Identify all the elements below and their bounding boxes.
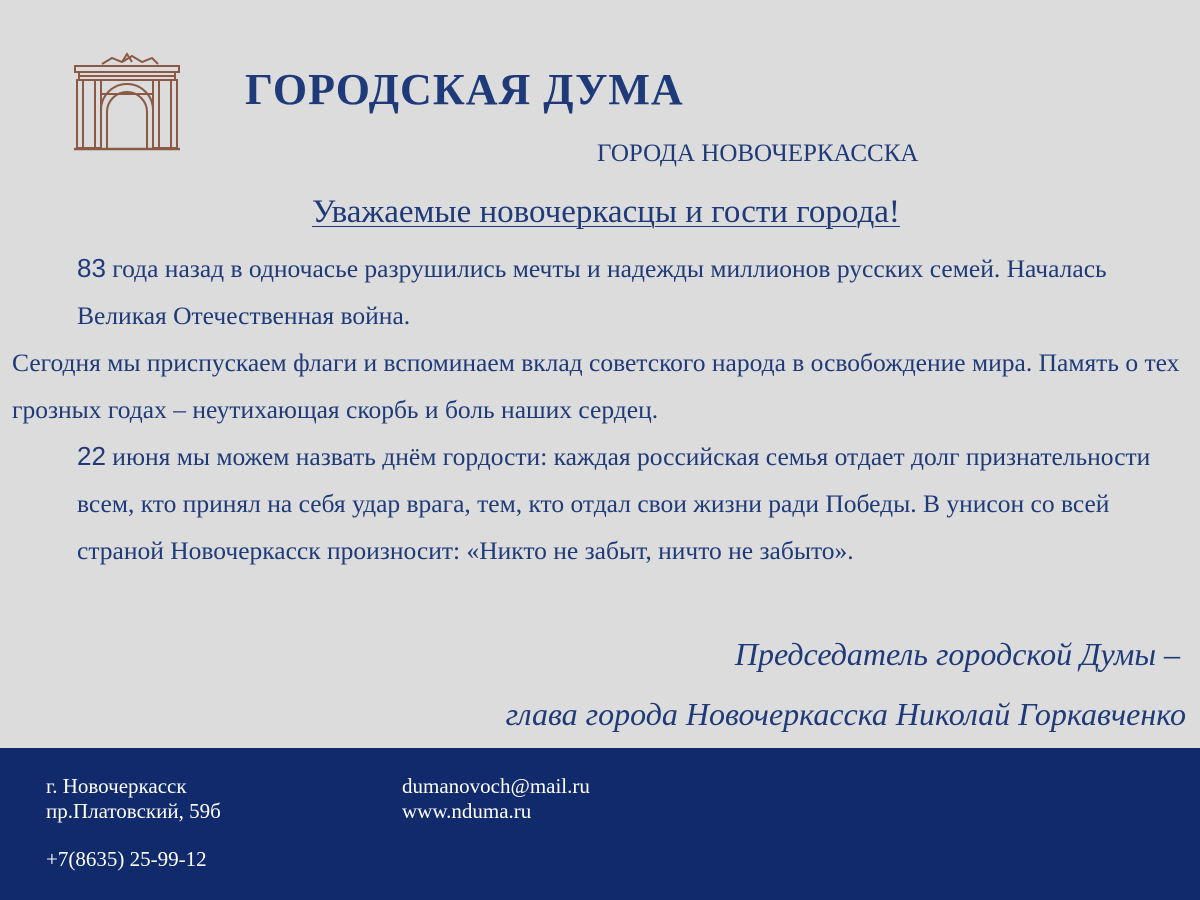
- greeting-heading: Уважаемые новочеркасцы и гости города!: [312, 194, 900, 230]
- paragraph-1-number: 83: [77, 253, 106, 283]
- paragraph-1: [12, 245, 1192, 339]
- footer-phone: +7(8635) 25-99-12: [46, 847, 207, 871]
- page-subtitle: ГОРОДА НОВОЧЕРКАССКА: [597, 140, 919, 167]
- footer-street: пр.Платовский, 59б: [46, 799, 221, 823]
- footer-email[interactable]: dumanovoch@mail.ru: [402, 774, 590, 798]
- footer-website[interactable]: www.nduma.ru: [402, 799, 532, 823]
- paragraph-3-text: июня мы можем назвать днём гордости: каждая российская семья отдает долг признательности всем, кто принял на себя удар врага, тем, кто отдал свои жизни ради Победы. В унисон со всей страной Новочеркасск произносит: «Никто не забыт, ничто не забыто».: [77, 442, 1151, 565]
- message-body: [12, 245, 1192, 574]
- page-title: ГОРОДСКАЯ ДУМА: [245, 65, 684, 114]
- footer-city: г. Новочеркасск: [46, 774, 187, 798]
- contact-footer: [0, 748, 1200, 900]
- triumphal-arch-logo-icon: [72, 52, 182, 152]
- paragraph-1-text: года назад в одночасье разрушились мечты и надежды миллионов русских семей. Началась Великая Отечественная война.: [77, 254, 1107, 330]
- paragraph-2: Сегодня мы приспускаем флаги и вспоминаем вклад советского народа в освобождение мира. Память о тех грозных годах – неутихающая скорбь и боль наших сердец.: [12, 348, 1180, 424]
- paragraph-3-number: 22: [77, 441, 106, 471]
- signature-title: Председатель городской Думы –: [734, 636, 1180, 672]
- paragraph-3: [12, 433, 1192, 574]
- signature-name: глава города Новочеркасска Николай Горкавченко: [505, 696, 1186, 732]
